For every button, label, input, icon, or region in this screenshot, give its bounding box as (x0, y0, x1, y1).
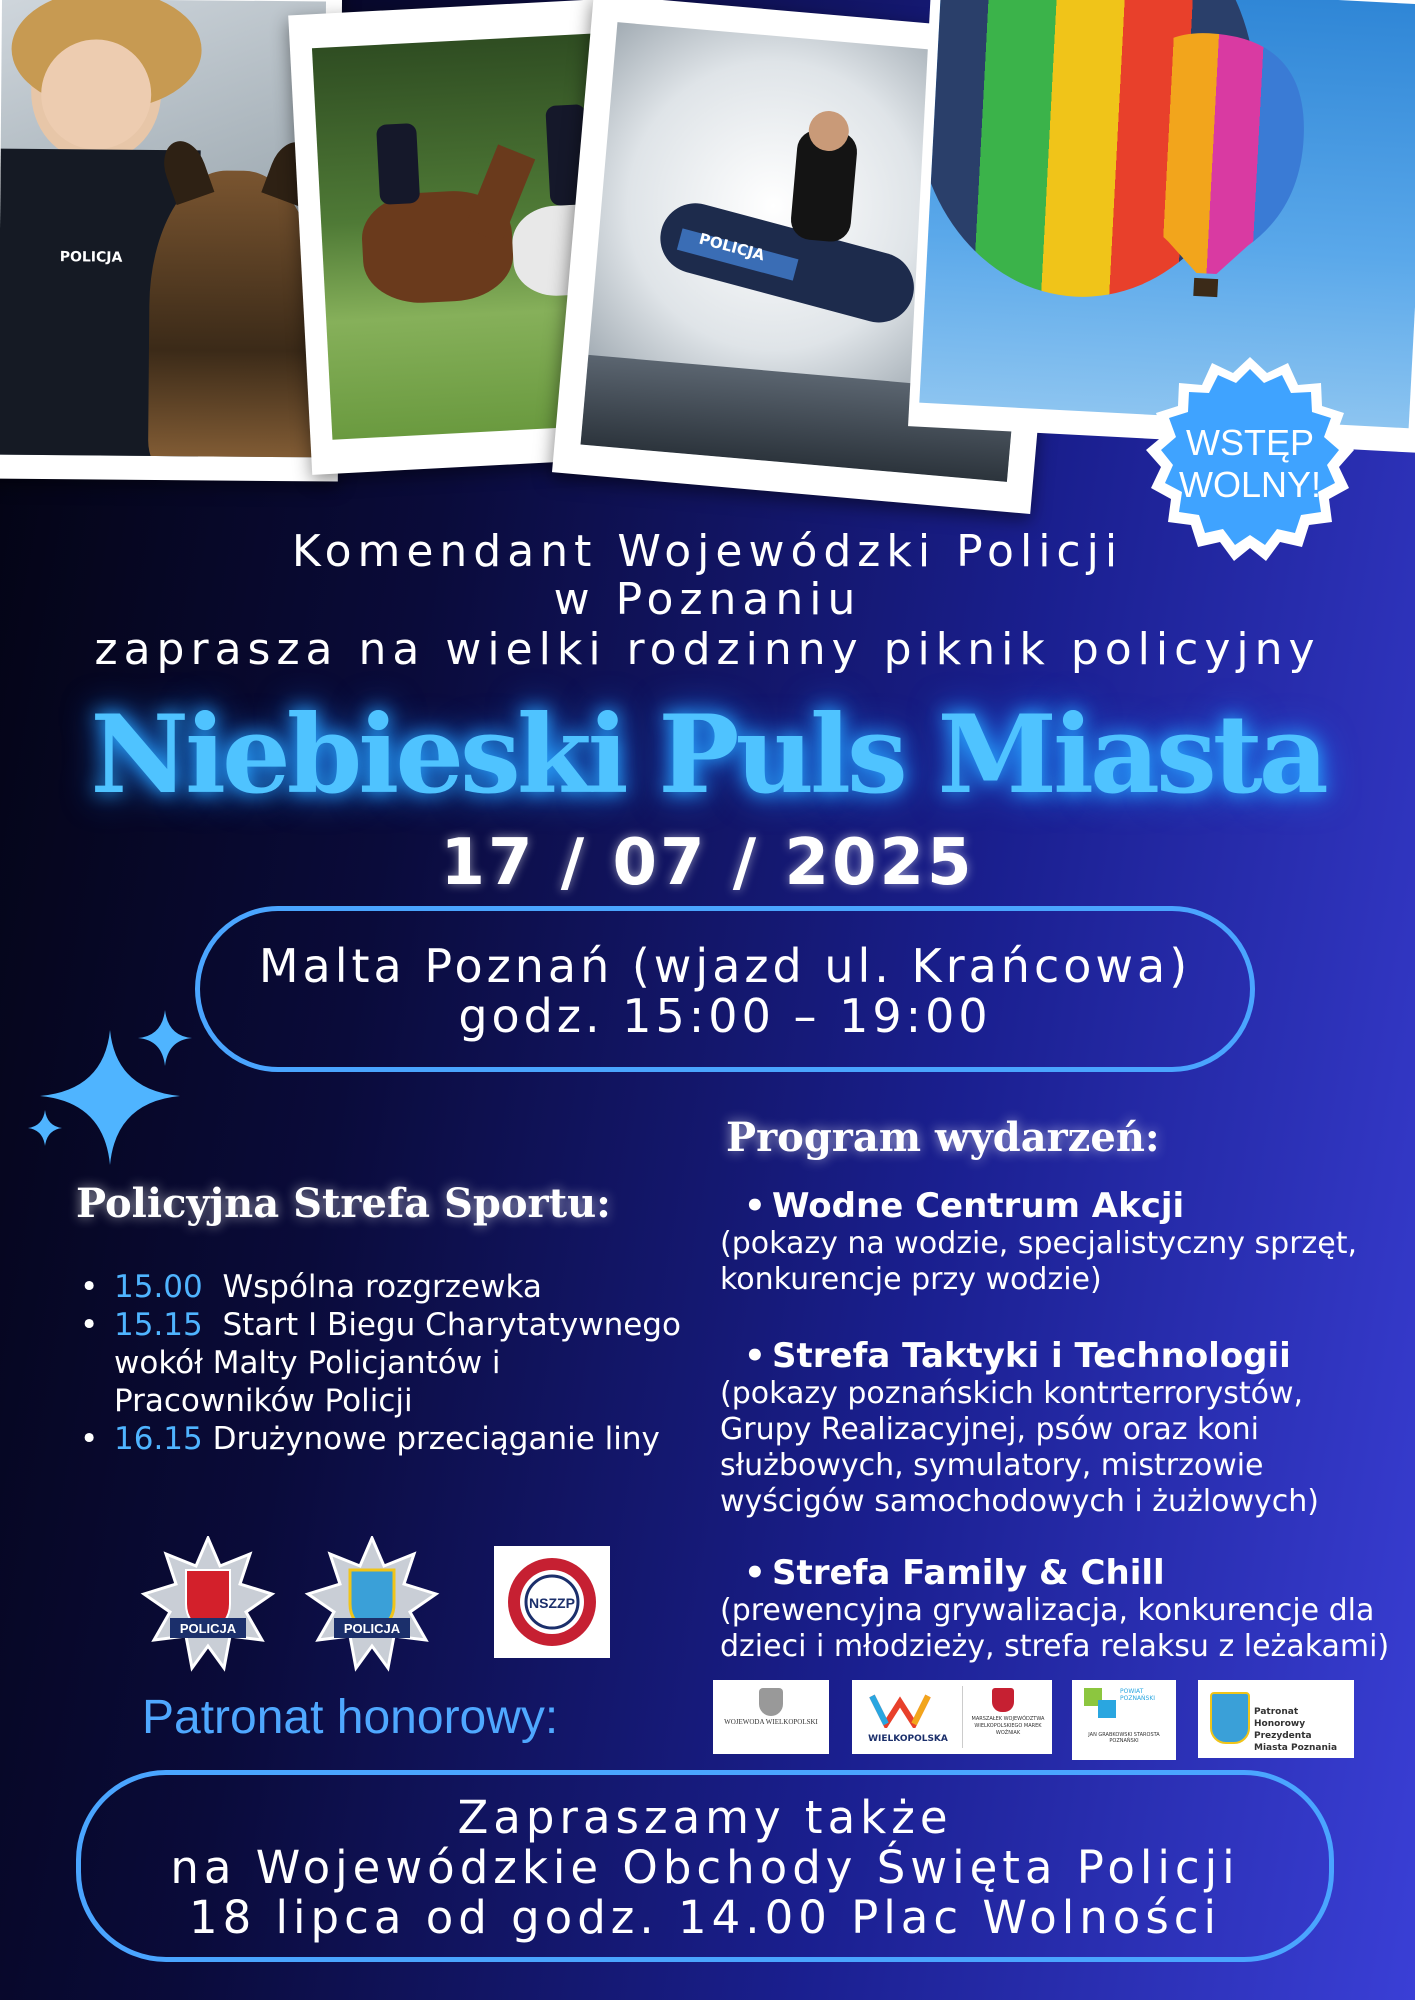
program-item-name: • Strefa Taktyki i Technologii (744, 1336, 1400, 1376)
footer-line-1: Zapraszamy także (457, 1791, 953, 1844)
vest-label: POLICJA (59, 249, 123, 266)
location-pill (195, 906, 1255, 1072)
logo-wojewoda-text: WOJEWODA WIELKOPOLSKI (724, 1718, 818, 1726)
sport-text: Start I Biegu Charytatywnego wokół Malty Policjantów i Pracowników Policji (114, 1307, 681, 1419)
intro-line-1: Komendant Wojewódzki Policji (291, 526, 1124, 577)
logo-powiat-text: POWIAT POZNAŃSKI (1120, 1688, 1156, 1702)
program-item-name: • Strefa Family & Chill (744, 1553, 1410, 1593)
logo-powiat (1072, 1680, 1176, 1760)
sport-item (78, 1420, 698, 1458)
program-item-desc: (pokazy poznańskich kontrterrorystów, Grupy Realizacyjnej, psów oraz koni służbowych, symulatory, mistrzowie wyścigów samochodowych i żużlowych) (720, 1376, 1319, 1519)
badge-line1: WSTĘP (1185, 422, 1315, 463)
jetski-label: POLICJA (697, 229, 767, 265)
logo-powiat-sub-text: JAN GRABKOWSKI STAROSTA POZNAŃSKI (1088, 1732, 1160, 1744)
sport-text: Wspólna rozgrzewka (222, 1269, 542, 1305)
sport-time: 16.15 (114, 1421, 203, 1457)
logo-prezydent-text: Patronat Honorowy Prezydenta Miasta Poznania (1254, 1707, 1338, 1753)
patronage-label: Patronat honorowy: (142, 1691, 559, 1744)
logo-wielkopolska-text: WIELKOPOLSKA (868, 1734, 948, 1744)
nszzp-logo-text: NSZZP (529, 1595, 575, 1611)
sport-item (78, 1268, 698, 1306)
nszzp-logo (494, 1546, 610, 1658)
event-location: Malta Poznań (wjazd ul. Krańcowa) (258, 939, 1192, 993)
event-hours: godz. 15:00 – 19:00 (458, 989, 992, 1043)
sport-time: 15.00 (114, 1269, 203, 1305)
intro-line-3: zaprasza na wielki rodzinny piknik policyjny (94, 624, 1321, 675)
footer-line-2: na Wojewódzkie Obchody Święta Policji (170, 1841, 1240, 1894)
footer-line-3: 18 lipca od godz. 14.00 Plac Wolności (188, 1891, 1222, 1944)
police-logo-1-text: POLICJA (179, 1621, 237, 1636)
police-star-logo-poznan (304, 1536, 440, 1672)
footer-pill (76, 1770, 1334, 1962)
program-item-desc: (prewencyjna grywalizacja, konkurencje dla dzieci i młodzieży, strefa relaksu z leżakami) (720, 1593, 1390, 1664)
program-item-desc: (pokazy na wodzie, specjalistyczny sprzęt, konkurencje przy wodzie) (720, 1226, 1358, 1297)
sport-item (78, 1306, 698, 1420)
logo-marszalek-text: MARSZAŁEK WOJEWÓDZTWA WIELKOPOLSKIEGO MAREK WOŹNIAK (971, 1716, 1045, 1736)
intro-line-2: w Poznaniu (553, 574, 862, 625)
badge-line2: WOLNY! (1178, 464, 1322, 505)
sport-title: Policyjna Strefa Sportu: (76, 1180, 611, 1227)
program-item (720, 1186, 1400, 1298)
sport-list (78, 1268, 698, 1458)
sport-time: 15.15 (114, 1307, 203, 1343)
event-date: 17 / 07 / 2025 (440, 826, 975, 900)
police-star-logo (140, 1536, 276, 1672)
logo-prezydent (1198, 1680, 1354, 1758)
sport-text: Drużynowe przeciąganie liny (212, 1421, 660, 1457)
program-item-name: • Wodne Centrum Akcji (744, 1186, 1400, 1226)
sparkle-icon (20, 1010, 200, 1170)
event-title: Niebieski Puls Miasta (90, 692, 1325, 818)
program-item (720, 1553, 1410, 1665)
program-title: Program wydarzeń: (726, 1114, 1160, 1161)
logo-wielkopolska (852, 1680, 1052, 1754)
logo-wojewoda (713, 1680, 829, 1754)
police-logo-2-text: POLICJA (343, 1621, 401, 1636)
program-item (720, 1336, 1400, 1520)
